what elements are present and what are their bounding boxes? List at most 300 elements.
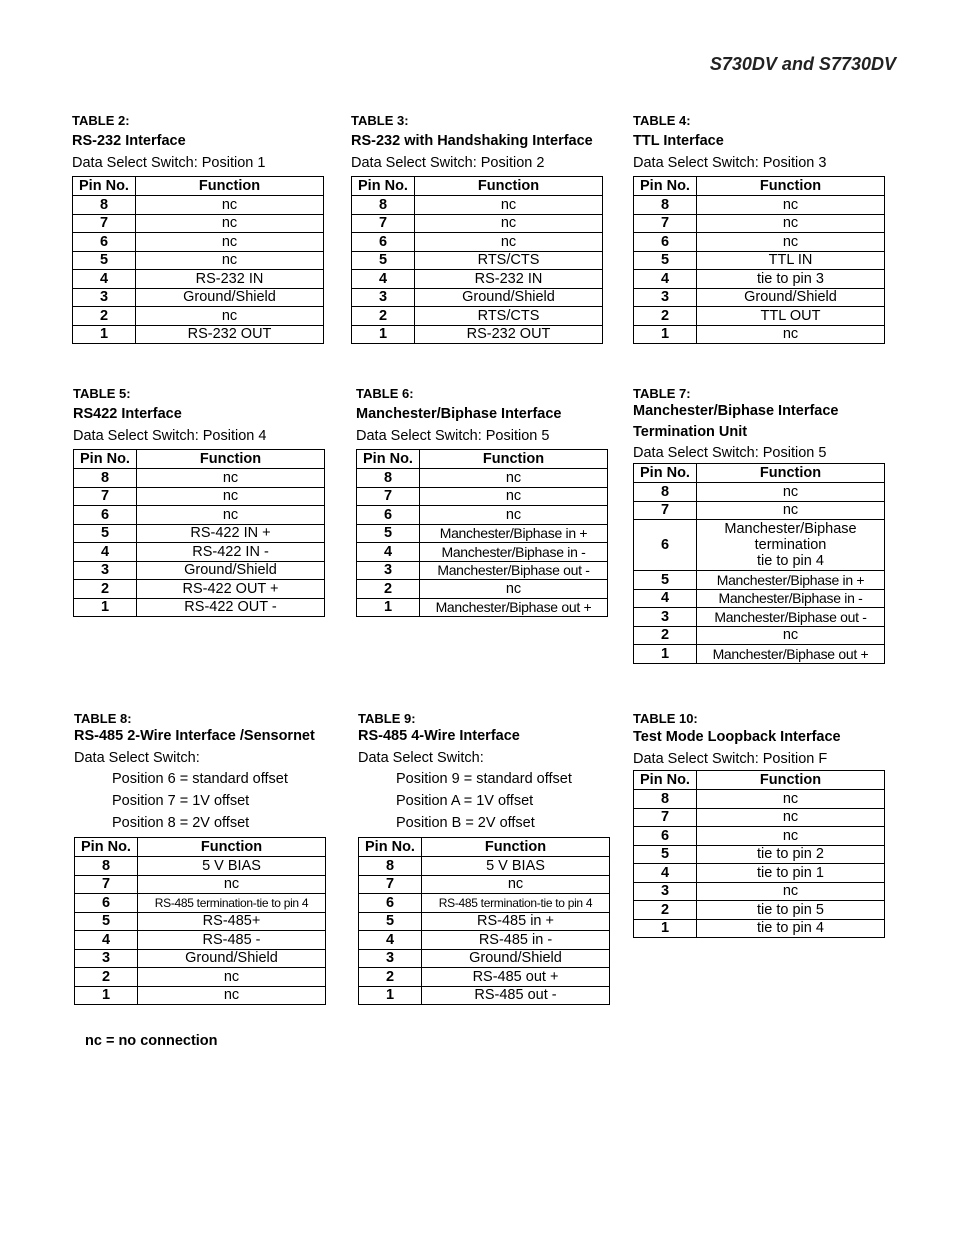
function-cell: RS-485 out - bbox=[422, 986, 610, 1005]
function-cell: Manchester/Biphase in + bbox=[697, 571, 885, 590]
pin-cell: 1 bbox=[73, 325, 136, 344]
pin-cell: 4 bbox=[359, 931, 422, 950]
pin-cell: 7 bbox=[359, 875, 422, 894]
pin-table bbox=[74, 837, 326, 1005]
table-row bbox=[73, 307, 324, 326]
pin-cell: 8 bbox=[75, 857, 138, 876]
table-row bbox=[634, 919, 885, 938]
function-line: termination bbox=[754, 537, 827, 553]
table-header-row bbox=[75, 838, 326, 857]
function-cell bbox=[697, 520, 885, 571]
pin-cell: 2 bbox=[357, 580, 420, 599]
function-cell: nc bbox=[420, 580, 608, 599]
table-header-row bbox=[352, 177, 603, 196]
function-cell: nc bbox=[420, 469, 608, 488]
table-number: TABLE 9: bbox=[358, 711, 416, 726]
table-row bbox=[359, 912, 610, 931]
function-cell: Manchester/Biphase out + bbox=[420, 598, 608, 617]
table-header-row bbox=[74, 450, 325, 469]
pin-cell: 6 bbox=[634, 233, 697, 252]
pin-table bbox=[633, 770, 885, 938]
table-row bbox=[75, 857, 326, 876]
table-row bbox=[634, 520, 885, 571]
table-header-row bbox=[357, 450, 608, 469]
table-title: RS-232 with Handshaking Interface bbox=[351, 133, 593, 149]
function-cell: nc bbox=[137, 506, 325, 525]
table-row bbox=[73, 270, 324, 289]
pin-cell: 1 bbox=[634, 325, 697, 344]
pin-cell: 6 bbox=[634, 520, 697, 571]
function-cell: Manchester/Biphase in - bbox=[420, 543, 608, 562]
table-row bbox=[634, 501, 885, 520]
table-row bbox=[73, 214, 324, 233]
pin-cell: 4 bbox=[352, 270, 415, 289]
table-row bbox=[74, 580, 325, 599]
table-row bbox=[75, 912, 326, 931]
function-cell: nc bbox=[136, 196, 324, 215]
table-row bbox=[634, 307, 885, 326]
function-cell: nc bbox=[137, 487, 325, 506]
function-cell: Manchester/Biphase in - bbox=[697, 589, 885, 608]
function-cell: Ground/Shield bbox=[697, 288, 885, 307]
table-subtitle: Data Select Switch: bbox=[358, 750, 484, 766]
table-7-block bbox=[633, 386, 885, 664]
table-row bbox=[634, 827, 885, 846]
pin-cell: 2 bbox=[74, 580, 137, 599]
table-row bbox=[352, 325, 603, 344]
table-row bbox=[359, 931, 610, 950]
pin-header: Pin No. bbox=[634, 177, 697, 196]
table-row bbox=[73, 233, 324, 252]
function-cell: nc bbox=[697, 626, 885, 645]
pin-table bbox=[358, 837, 610, 1005]
pin-cell: 1 bbox=[634, 645, 697, 664]
table-row bbox=[634, 589, 885, 608]
function-cell: RTS/CTS bbox=[415, 251, 603, 270]
table-8-block bbox=[74, 711, 326, 1005]
pin-cell: 2 bbox=[634, 307, 697, 326]
function-cell: nc bbox=[420, 506, 608, 525]
function-cell: nc bbox=[697, 808, 885, 827]
table-header-row bbox=[359, 838, 610, 857]
table-5-block bbox=[73, 386, 325, 617]
pin-cell: 5 bbox=[357, 524, 420, 543]
table-subtitle: Data Select Switch: Position F bbox=[633, 751, 828, 767]
table-row bbox=[357, 469, 608, 488]
pin-cell: 7 bbox=[73, 214, 136, 233]
table-row bbox=[357, 561, 608, 580]
table-row bbox=[74, 561, 325, 580]
pin-cell: 1 bbox=[357, 598, 420, 617]
function-cell: nc bbox=[697, 790, 885, 809]
table-title: RS-485 4-Wire Interface bbox=[358, 728, 520, 744]
function-cell: nc bbox=[697, 214, 885, 233]
table-row bbox=[634, 196, 885, 215]
pin-table bbox=[356, 449, 608, 617]
table-row bbox=[634, 901, 885, 920]
pin-cell: 5 bbox=[634, 845, 697, 864]
table-header-row bbox=[634, 464, 885, 483]
table-title: Test Mode Loopback Interface bbox=[633, 729, 841, 745]
pin-header: Pin No. bbox=[634, 771, 697, 790]
function-header: Function bbox=[415, 177, 603, 196]
table-header-row bbox=[634, 771, 885, 790]
table-row bbox=[75, 968, 326, 987]
table-row bbox=[352, 307, 603, 326]
pin-cell: 5 bbox=[74, 524, 137, 543]
table-row bbox=[359, 875, 610, 894]
pin-cell: 6 bbox=[357, 506, 420, 525]
function-header: Function bbox=[136, 177, 324, 196]
table-header-row bbox=[634, 177, 885, 196]
pin-cell: 2 bbox=[75, 968, 138, 987]
position-line: Position 9 = standard offset bbox=[396, 771, 572, 787]
function-cell: nc bbox=[415, 233, 603, 252]
table-9-block bbox=[358, 711, 610, 1005]
pin-cell: 2 bbox=[73, 307, 136, 326]
function-cell: RS-232 IN bbox=[136, 270, 324, 289]
pin-header: Pin No. bbox=[74, 450, 137, 469]
pin-cell: 5 bbox=[75, 912, 138, 931]
table-header-row bbox=[73, 177, 324, 196]
function-cell: TTL IN bbox=[697, 251, 885, 270]
function-cell: Manchester/Biphase out - bbox=[420, 561, 608, 580]
pin-cell: 3 bbox=[634, 288, 697, 307]
pin-cell: 8 bbox=[359, 857, 422, 876]
table-row bbox=[634, 251, 885, 270]
function-cell: RS-422 IN - bbox=[137, 543, 325, 562]
function-cell: Manchester/Biphase in + bbox=[420, 524, 608, 543]
function-cell: tie to pin 2 bbox=[697, 845, 885, 864]
pin-cell: 4 bbox=[75, 931, 138, 950]
table-row bbox=[73, 196, 324, 215]
pin-header: Pin No. bbox=[634, 464, 697, 483]
function-cell: nc bbox=[697, 483, 885, 502]
function-header: Function bbox=[697, 771, 885, 790]
function-cell: nc bbox=[697, 827, 885, 846]
table-row bbox=[634, 483, 885, 502]
function-cell: Ground/Shield bbox=[415, 288, 603, 307]
pin-cell: 3 bbox=[634, 882, 697, 901]
table-row bbox=[352, 214, 603, 233]
function-cell: Manchester/Biphase out - bbox=[697, 608, 885, 627]
pin-cell: 7 bbox=[634, 501, 697, 520]
function-cell: tie to pin 3 bbox=[697, 270, 885, 289]
table-row bbox=[73, 251, 324, 270]
pin-table bbox=[351, 176, 603, 344]
table-row bbox=[357, 598, 608, 617]
function-cell: RS-232 IN bbox=[415, 270, 603, 289]
pin-table bbox=[633, 176, 885, 344]
table-subtitle: Data Select Switch: Position 3 bbox=[633, 155, 827, 171]
pin-cell: 4 bbox=[357, 543, 420, 562]
table-subtitle: Data Select Switch: Position 1 bbox=[72, 155, 266, 171]
pin-header: Pin No. bbox=[359, 838, 422, 857]
pin-cell: 1 bbox=[75, 986, 138, 1005]
function-cell: nc bbox=[136, 251, 324, 270]
pin-cell: 1 bbox=[634, 919, 697, 938]
function-cell: nc bbox=[138, 968, 326, 987]
table-row bbox=[634, 626, 885, 645]
table-title: Manchester/Biphase Interface bbox=[633, 403, 839, 419]
pin-cell: 7 bbox=[634, 808, 697, 827]
pin-cell: 4 bbox=[73, 270, 136, 289]
position-line: Position 7 = 1V offset bbox=[112, 793, 250, 809]
table-title-line-2: Termination Unit bbox=[633, 424, 748, 440]
pin-cell: 6 bbox=[634, 827, 697, 846]
pin-cell: 2 bbox=[634, 626, 697, 645]
pin-cell: 2 bbox=[634, 901, 697, 920]
table-row bbox=[352, 196, 603, 215]
table-row bbox=[634, 882, 885, 901]
table-number: TABLE 5: bbox=[73, 386, 131, 401]
function-cell: nc bbox=[136, 307, 324, 326]
table-row bbox=[74, 469, 325, 488]
table-title: RS422 Interface bbox=[73, 406, 182, 422]
function-cell: TTL OUT bbox=[697, 307, 885, 326]
table-row bbox=[634, 808, 885, 827]
function-cell: RS-485 - bbox=[138, 931, 326, 950]
table-row bbox=[74, 524, 325, 543]
table-row bbox=[352, 233, 603, 252]
position-line: Position 8 = 2V offset bbox=[112, 815, 250, 831]
table-3-block bbox=[351, 113, 603, 344]
pin-cell: 4 bbox=[634, 589, 697, 608]
table-number: TABLE 7: bbox=[633, 386, 691, 401]
table-row bbox=[634, 864, 885, 883]
table-row bbox=[634, 608, 885, 627]
table-row bbox=[357, 524, 608, 543]
pin-cell: 7 bbox=[75, 875, 138, 894]
table-row bbox=[75, 949, 326, 968]
pin-cell: 3 bbox=[74, 561, 137, 580]
function-header: Function bbox=[422, 838, 610, 857]
function-cell: RS-485 termination-tie to pin 4 bbox=[422, 894, 610, 913]
function-header: Function bbox=[697, 464, 885, 483]
table-2-block bbox=[72, 113, 324, 344]
table-subtitle: Data Select Switch: Position 4 bbox=[73, 428, 267, 444]
pin-cell: 8 bbox=[634, 196, 697, 215]
table-number: TABLE 6: bbox=[356, 386, 414, 401]
function-cell: Ground/Shield bbox=[136, 288, 324, 307]
table-row bbox=[359, 986, 610, 1005]
function-cell: RS-422 IN + bbox=[137, 524, 325, 543]
function-cell: RS-422 OUT - bbox=[137, 598, 325, 617]
pin-header: Pin No. bbox=[357, 450, 420, 469]
table-row bbox=[75, 931, 326, 950]
pin-cell: 8 bbox=[352, 196, 415, 215]
table-row bbox=[359, 857, 610, 876]
pin-header: Pin No. bbox=[73, 177, 136, 196]
pin-cell: 3 bbox=[352, 288, 415, 307]
table-subtitle: Data Select Switch: Position 5 bbox=[356, 428, 550, 444]
table-row bbox=[634, 325, 885, 344]
table-row bbox=[634, 645, 885, 664]
pin-cell: 5 bbox=[359, 912, 422, 931]
function-cell: 5 V BIAS bbox=[422, 857, 610, 876]
pin-cell: 2 bbox=[359, 968, 422, 987]
table-row bbox=[73, 288, 324, 307]
pin-cell: 4 bbox=[74, 543, 137, 562]
table-number: TABLE 2: bbox=[72, 113, 130, 128]
pin-cell: 1 bbox=[74, 598, 137, 617]
function-cell: tie to pin 5 bbox=[697, 901, 885, 920]
table-row bbox=[352, 251, 603, 270]
table-row bbox=[357, 580, 608, 599]
pin-table bbox=[73, 449, 325, 617]
pin-cell: 3 bbox=[73, 288, 136, 307]
pin-cell: 3 bbox=[357, 561, 420, 580]
function-cell: nc bbox=[697, 325, 885, 344]
function-header: Function bbox=[138, 838, 326, 857]
position-line: Position 6 = standard offset bbox=[112, 771, 288, 787]
table-row bbox=[634, 288, 885, 307]
function-cell: nc bbox=[697, 233, 885, 252]
table-row bbox=[74, 543, 325, 562]
pin-cell: 7 bbox=[634, 214, 697, 233]
table-row bbox=[75, 986, 326, 1005]
function-cell: tie to pin 4 bbox=[697, 919, 885, 938]
table-row bbox=[634, 270, 885, 289]
function-cell: nc bbox=[136, 233, 324, 252]
function-cell: Ground/Shield bbox=[137, 561, 325, 580]
table-row bbox=[357, 487, 608, 506]
function-cell: nc bbox=[697, 501, 885, 520]
pin-cell: 3 bbox=[75, 949, 138, 968]
table-10-block bbox=[633, 711, 885, 938]
function-cell: nc bbox=[415, 214, 603, 233]
pin-header: Pin No. bbox=[352, 177, 415, 196]
table-row bbox=[634, 214, 885, 233]
function-cell: RS-485 termination-tie to pin 4 bbox=[138, 894, 326, 913]
function-cell: Ground/Shield bbox=[138, 949, 326, 968]
function-line: Manchester/Biphase bbox=[724, 521, 857, 537]
document-header: S730DV and S7730DV bbox=[709, 54, 896, 74]
pin-cell: 3 bbox=[634, 608, 697, 627]
pin-cell: 8 bbox=[74, 469, 137, 488]
pin-table bbox=[633, 463, 885, 664]
function-cell: nc bbox=[136, 214, 324, 233]
pin-cell: 6 bbox=[352, 233, 415, 252]
pin-cell: 6 bbox=[73, 233, 136, 252]
table-row bbox=[359, 949, 610, 968]
table-title: TTL Interface bbox=[633, 133, 724, 149]
table-number: TABLE 8: bbox=[74, 711, 132, 726]
function-cell: RS-485 in + bbox=[422, 912, 610, 931]
table-subtitle: Data Select Switch: Position 2 bbox=[351, 155, 545, 171]
function-header: Function bbox=[137, 450, 325, 469]
table-row bbox=[359, 968, 610, 987]
pin-cell: 7 bbox=[352, 214, 415, 233]
pin-cell: 4 bbox=[634, 864, 697, 883]
function-cell: RTS/CTS bbox=[415, 307, 603, 326]
table-number: TABLE 4: bbox=[633, 113, 691, 128]
function-cell: nc bbox=[415, 196, 603, 215]
table-row bbox=[352, 288, 603, 307]
pin-cell: 4 bbox=[634, 270, 697, 289]
table-row bbox=[74, 598, 325, 617]
function-cell: 5 V BIAS bbox=[138, 857, 326, 876]
table-4-block bbox=[633, 113, 885, 344]
pin-cell: 8 bbox=[357, 469, 420, 488]
table-row bbox=[74, 487, 325, 506]
pin-cell: 6 bbox=[75, 894, 138, 913]
function-cell: nc bbox=[697, 196, 885, 215]
table-row bbox=[634, 571, 885, 590]
pin-table bbox=[72, 176, 324, 344]
table-row bbox=[75, 894, 326, 913]
function-cell: nc bbox=[138, 986, 326, 1005]
function-cell: tie to pin 1 bbox=[697, 864, 885, 883]
table-row bbox=[75, 875, 326, 894]
table-number: TABLE 3: bbox=[351, 113, 409, 128]
table-row bbox=[352, 270, 603, 289]
position-line: Position B = 2V offset bbox=[396, 815, 535, 831]
pin-cell: 6 bbox=[359, 894, 422, 913]
pin-cell: 5 bbox=[352, 251, 415, 270]
function-cell: RS-485 out + bbox=[422, 968, 610, 987]
table-subtitle: Data Select Switch: bbox=[74, 750, 200, 766]
function-cell: nc bbox=[697, 882, 885, 901]
table-row bbox=[357, 543, 608, 562]
pin-cell: 8 bbox=[73, 196, 136, 215]
pin-cell: 2 bbox=[352, 307, 415, 326]
table-title: RS-232 Interface bbox=[72, 133, 186, 149]
function-cell: Ground/Shield bbox=[422, 949, 610, 968]
table-row bbox=[74, 506, 325, 525]
function-cell: Manchester/Biphase out + bbox=[697, 645, 885, 664]
footnote: nc = no connection bbox=[85, 1033, 218, 1049]
pin-cell: 7 bbox=[357, 487, 420, 506]
table-title: RS-485 2-Wire Interface /Sensornet bbox=[74, 728, 315, 744]
function-header: Function bbox=[697, 177, 885, 196]
table-row bbox=[634, 233, 885, 252]
table-number: TABLE 10: bbox=[633, 711, 698, 726]
function-cell: RS-485 in - bbox=[422, 931, 610, 950]
function-line: tie to pin 4 bbox=[757, 553, 824, 569]
pin-cell: 8 bbox=[634, 790, 697, 809]
pin-cell: 5 bbox=[634, 251, 697, 270]
function-cell: RS-422 OUT + bbox=[137, 580, 325, 599]
pin-cell: 8 bbox=[634, 483, 697, 502]
pin-cell: 1 bbox=[359, 986, 422, 1005]
function-cell: RS-485+ bbox=[138, 912, 326, 931]
pin-cell: 1 bbox=[352, 325, 415, 344]
table-row bbox=[73, 325, 324, 344]
table-row bbox=[634, 845, 885, 864]
pin-cell: 6 bbox=[74, 506, 137, 525]
function-cell: RS-232 OUT bbox=[136, 325, 324, 344]
pin-cell: 5 bbox=[73, 251, 136, 270]
function-cell: nc bbox=[138, 875, 326, 894]
function-cell: nc bbox=[137, 469, 325, 488]
table-row bbox=[634, 790, 885, 809]
pin-cell: 3 bbox=[359, 949, 422, 968]
table-row bbox=[359, 894, 610, 913]
function-header: Function bbox=[420, 450, 608, 469]
function-cell: nc bbox=[420, 487, 608, 506]
pin-cell: 5 bbox=[634, 571, 697, 590]
position-line: Position A = 1V offset bbox=[396, 793, 534, 809]
table-row bbox=[357, 506, 608, 525]
table-title: Manchester/Biphase Interface bbox=[356, 406, 562, 422]
table-subtitle: Data Select Switch: Position 5 bbox=[633, 445, 827, 461]
pin-header: Pin No. bbox=[75, 838, 138, 857]
table-6-block bbox=[356, 386, 608, 617]
pin-cell: 7 bbox=[74, 487, 137, 506]
function-cell: RS-232 OUT bbox=[415, 325, 603, 344]
function-cell: nc bbox=[422, 875, 610, 894]
